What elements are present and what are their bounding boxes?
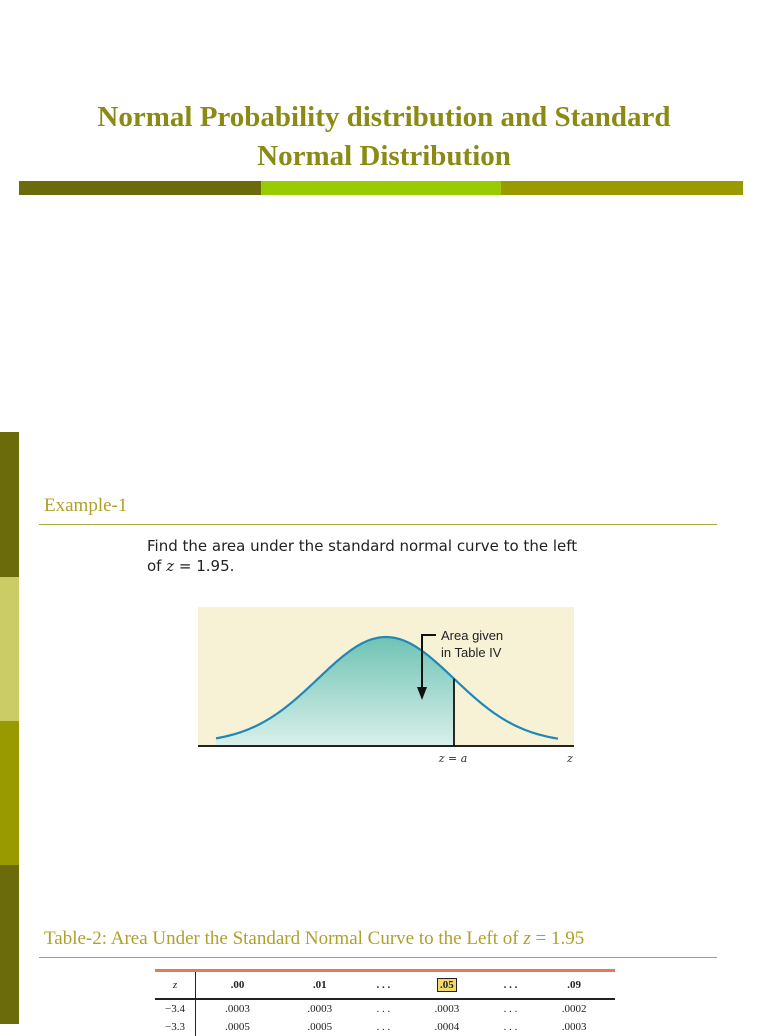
table-heading-prefix: Table-2: Area Under the Standard Normal Curve to the Left of [44, 928, 524, 949]
column-header-05-highlighted [406, 971, 488, 1000]
side-accent-bar [0, 432, 19, 1024]
title-bar-segment-3 [501, 181, 743, 195]
column-header-ellipsis-2: . . . [488, 971, 533, 1000]
slide-title-line-2: Normal Distribution [257, 140, 511, 172]
table-cell: . . . [503, 1003, 518, 1015]
problem-statement [147, 536, 647, 576]
title-underline-bar [19, 181, 743, 195]
table-heading [44, 928, 584, 950]
table-cell: .0004 [434, 1021, 460, 1033]
label-z-axis: z [567, 752, 573, 765]
column-header-09: .09 [533, 971, 615, 1000]
problem-line-2-suffix: = 1.95. [174, 557, 235, 575]
title-bar-segment-2 [261, 181, 501, 195]
table-row [155, 1018, 615, 1036]
table-row [155, 999, 615, 1018]
table-cell: .0002 [561, 1003, 587, 1015]
table-heading-suffix: = 1.95 [530, 928, 585, 949]
slide-title-line-1: Normal Probability distribution and Standard [97, 101, 671, 133]
column-header-00: .00 [196, 971, 279, 1000]
side-bar-segment-2 [0, 577, 19, 721]
table-heading-rule [39, 957, 717, 958]
table-cell: .0005 [307, 1021, 333, 1033]
table-cell: .0003 [561, 1021, 587, 1033]
table-cell-z: −3.3 [155, 1018, 196, 1036]
column-header-ellipsis-1: . . . [361, 971, 406, 1000]
example-heading-rule [39, 524, 717, 525]
slide-title [20, 98, 748, 176]
table-cell: . . . [376, 1021, 391, 1033]
side-bar-segment-1 [0, 432, 19, 577]
z-table-header-row [155, 971, 615, 1000]
problem-variable: z [166, 557, 175, 575]
table-heading-variable: z [523, 928, 531, 949]
problem-line-1: Find the area under the standard normal curve to the left [147, 537, 578, 555]
highlighted-05-label: .05 [440, 979, 454, 991]
normal-curve-figure [198, 607, 578, 767]
title-bar-segment-1 [19, 181, 261, 195]
annotation-line-1: Area given [441, 628, 504, 643]
label-z-equals-a: z = a [438, 752, 468, 765]
normal-curve-svg [198, 607, 578, 767]
example-heading: Example-1 [44, 495, 128, 516]
table-cell-z: −3.4 [155, 999, 196, 1018]
z-column-header: z [155, 971, 196, 1000]
table-cell: .0003 [307, 1003, 333, 1015]
table-cell: . . . [376, 1003, 391, 1015]
table-cell: .0005 [225, 1021, 250, 1033]
side-bar-segment-3 [0, 721, 19, 865]
z-table [155, 969, 615, 1036]
problem-line-2 [147, 556, 647, 576]
table-cell: . . . [503, 1021, 518, 1033]
table-cell: .0003 [434, 1003, 460, 1015]
table-cell: .0003 [225, 1003, 250, 1015]
column-header-01: .01 [279, 971, 361, 1000]
annotation-line-2: in Table IV [441, 645, 502, 660]
problem-line-2-prefix: of [147, 557, 167, 575]
side-bar-segment-4 [0, 865, 19, 1024]
